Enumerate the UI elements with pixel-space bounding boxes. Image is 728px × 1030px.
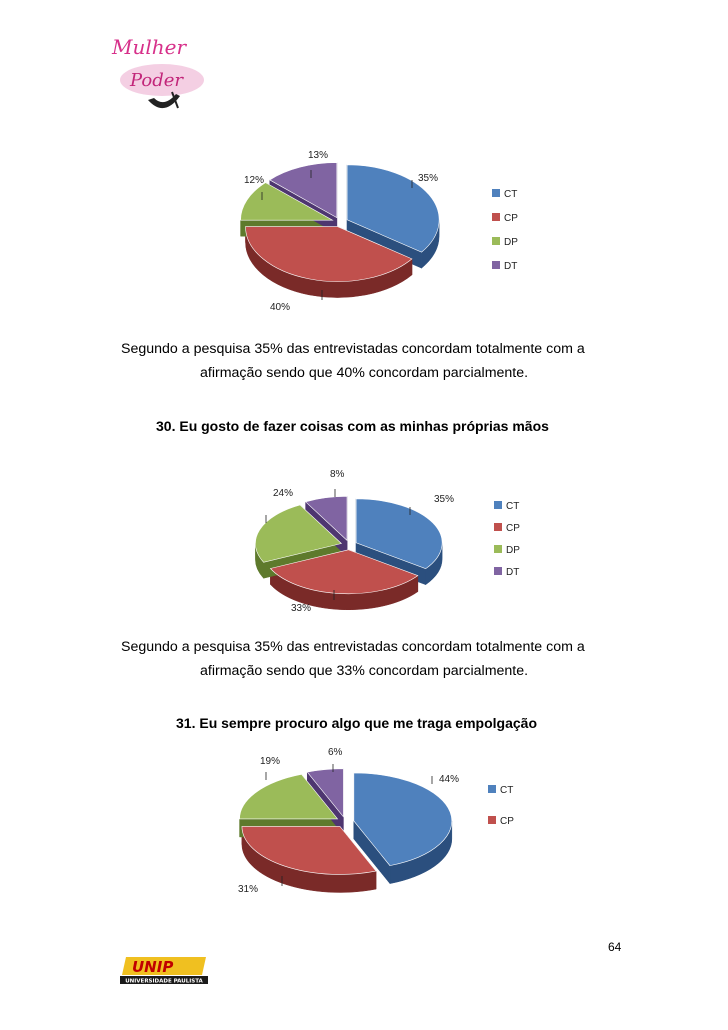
data-label-dp: 24% [273,488,294,499]
data-label-dt: 8% [330,469,345,480]
pie-chart-1 [0,140,728,325]
legend-label-ct: CT [506,501,520,512]
legend-label-dt: DT [504,261,518,272]
paragraph-line: afirmação sendo que 40% concordam parcialmente. [200,365,529,381]
svg-text:Poder: Poder [130,70,183,91]
legend-label-dp: DP [506,545,520,556]
data-label-dt: 13% [308,150,329,161]
chart1-slices [241,163,440,298]
chart3-slices [237,769,452,895]
legend-label-cp: CP [506,523,520,534]
legend-label-ct: CT [504,189,518,200]
data-label-dp: 19% [260,756,281,767]
legend-swatch-ct [494,501,502,509]
legend-label-dp: DP [504,237,518,248]
paragraph-line: Segundo a pesquisa 35% das entrevistadas concordam totalmente com a [121,639,585,655]
legend-swatch-dp [492,237,500,245]
data-label-cp: 31% [237,884,258,895]
paragraph-line: Segundo a pesquisa 35% das entrevistadas concordam totalmente com a [121,341,585,357]
legend-label-cp: CP [500,816,514,827]
data-label-dt: 6% [328,747,343,758]
data-label-ct: 35% [418,173,439,184]
legend-swatch-cp [488,816,496,824]
pie-chart-1-svg [0,140,728,325]
pie-chart-2-svg [0,465,728,625]
mulher-poder-logo [108,34,216,118]
svg-text:Mulher: Mulher [112,35,187,59]
data-label-dp: 12% [244,175,265,186]
pie-chart-3-svg [0,740,728,900]
paragraph-line: afirmação sendo que 33% concordam parcialmente. [200,663,529,679]
page-number: 64 [608,940,622,954]
legend-swatch-cp [494,523,502,531]
legend-swatch-cp [492,213,500,221]
legend-label-ct: CT [500,785,514,796]
chart2-slices [255,496,442,609]
legend-label-dt: DT [506,567,520,578]
data-label-cp: 33% [290,603,311,614]
legend-label-cp: CP [504,213,518,224]
question-heading-30: 30. Eu gosto de fazer coisas com as minhas próprias mãos [156,418,549,434]
legend-swatch-ct [492,189,500,197]
unip-logo-sub: UNIVERSIDADE PAULISTA [125,978,203,985]
unip-logo [120,955,208,985]
legend-swatch-dt [492,261,500,269]
legend-swatch-dp [494,545,502,553]
legend-swatch-dt [494,567,502,575]
data-label-ct: 35% [434,494,455,505]
pie-chart-2 [0,465,728,625]
question-heading-31: 31. Eu sempre procuro algo que me traga empolgação [176,715,537,731]
data-label-ct: 44% [439,774,460,785]
data-label-cp: 40% [269,302,290,313]
legend-swatch-ct [488,785,496,793]
unip-logo-main: UNIP [132,958,174,976]
pie-chart-3 [0,740,728,900]
